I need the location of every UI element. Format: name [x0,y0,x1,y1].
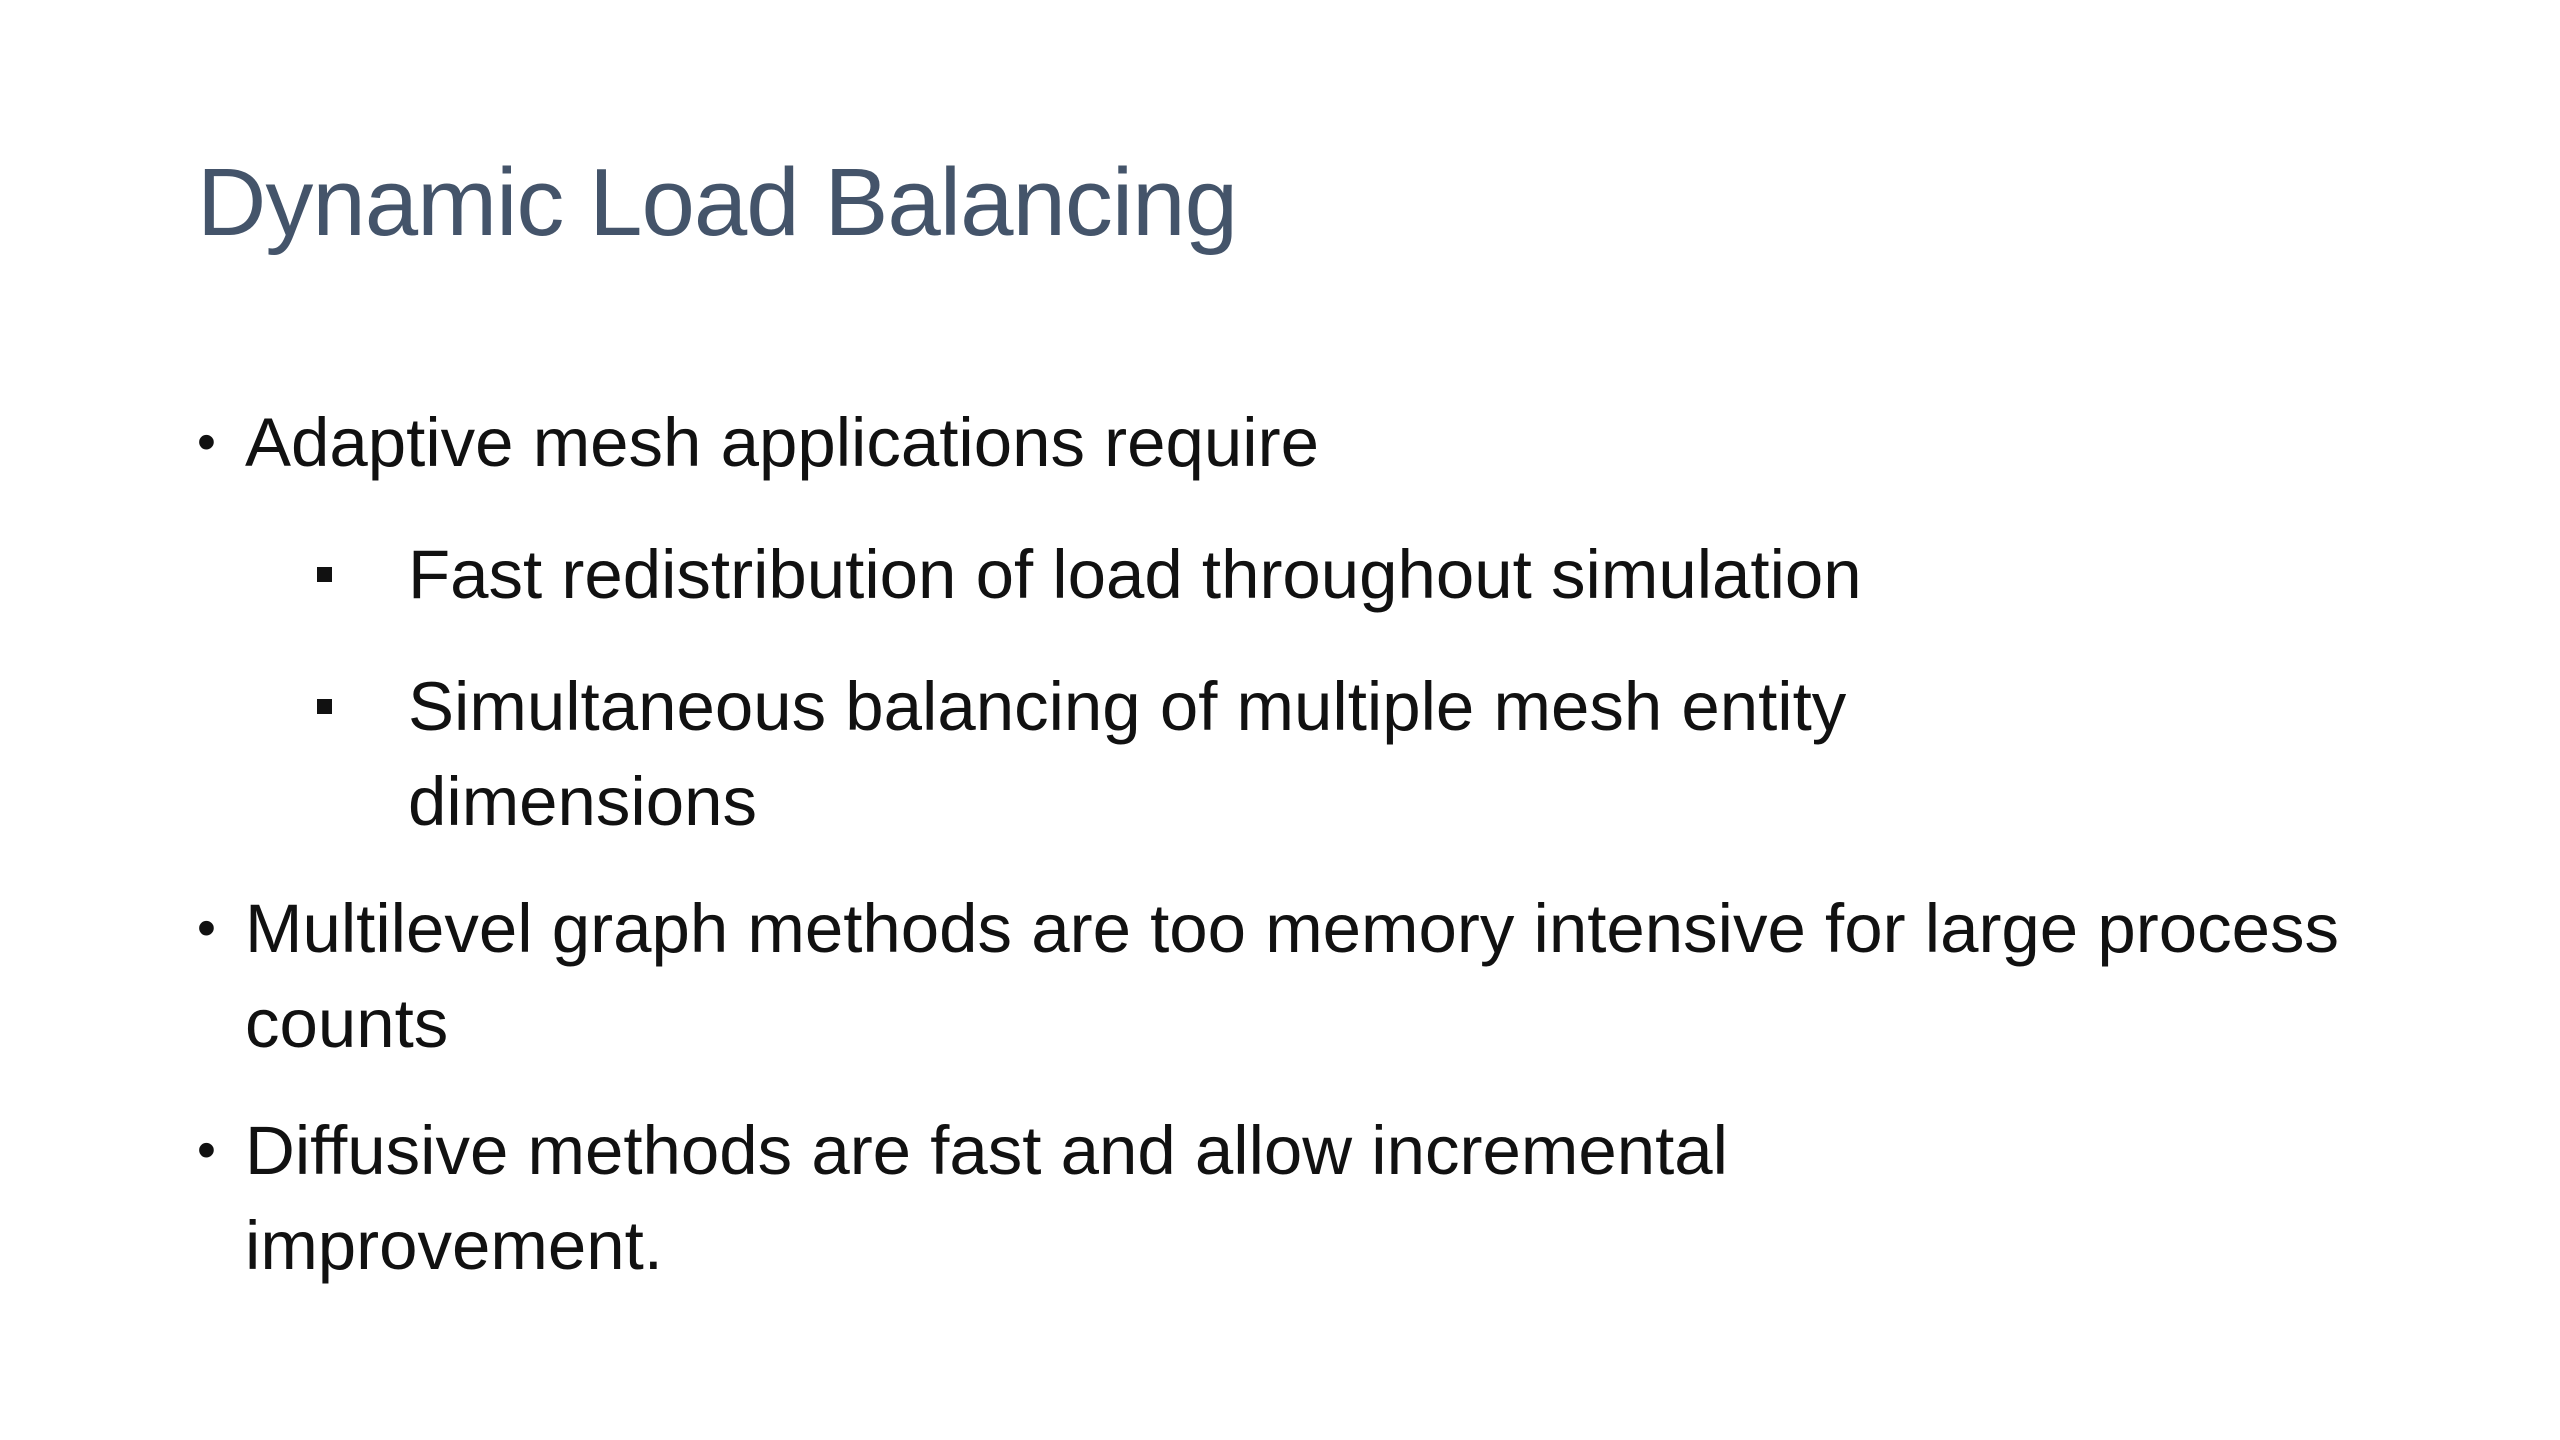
bullet-item [197,1103,2417,1293]
sub-bullet-item [197,659,2417,849]
sub-bullet-text: Simultaneous balancing of multiple mesh entity dimensions [408,668,1847,840]
bullet-text: Adaptive mesh applications require [245,404,1319,481]
round-bullet-icon: • [197,412,216,472]
sub-bullet-text: Fast redistribution of load throughout simulation [408,536,1862,613]
round-bullet-icon: • [197,898,216,958]
slide-title: Dynamic Load Balancing [197,149,1237,256]
bullet-text: Diffusive methods are fast and allow incremental improvement. [245,1112,1728,1284]
bullet-list [197,395,2417,1293]
square-bullet-icon [317,567,332,582]
square-bullet-icon [317,699,332,714]
bullet-item [197,395,2417,490]
sub-bullet-item [197,527,2417,622]
bullet-item [197,881,2417,1071]
round-bullet-icon: • [197,1120,216,1180]
bullet-text: Multilevel graph methods are too memory intensive for large process counts [245,890,2339,1062]
